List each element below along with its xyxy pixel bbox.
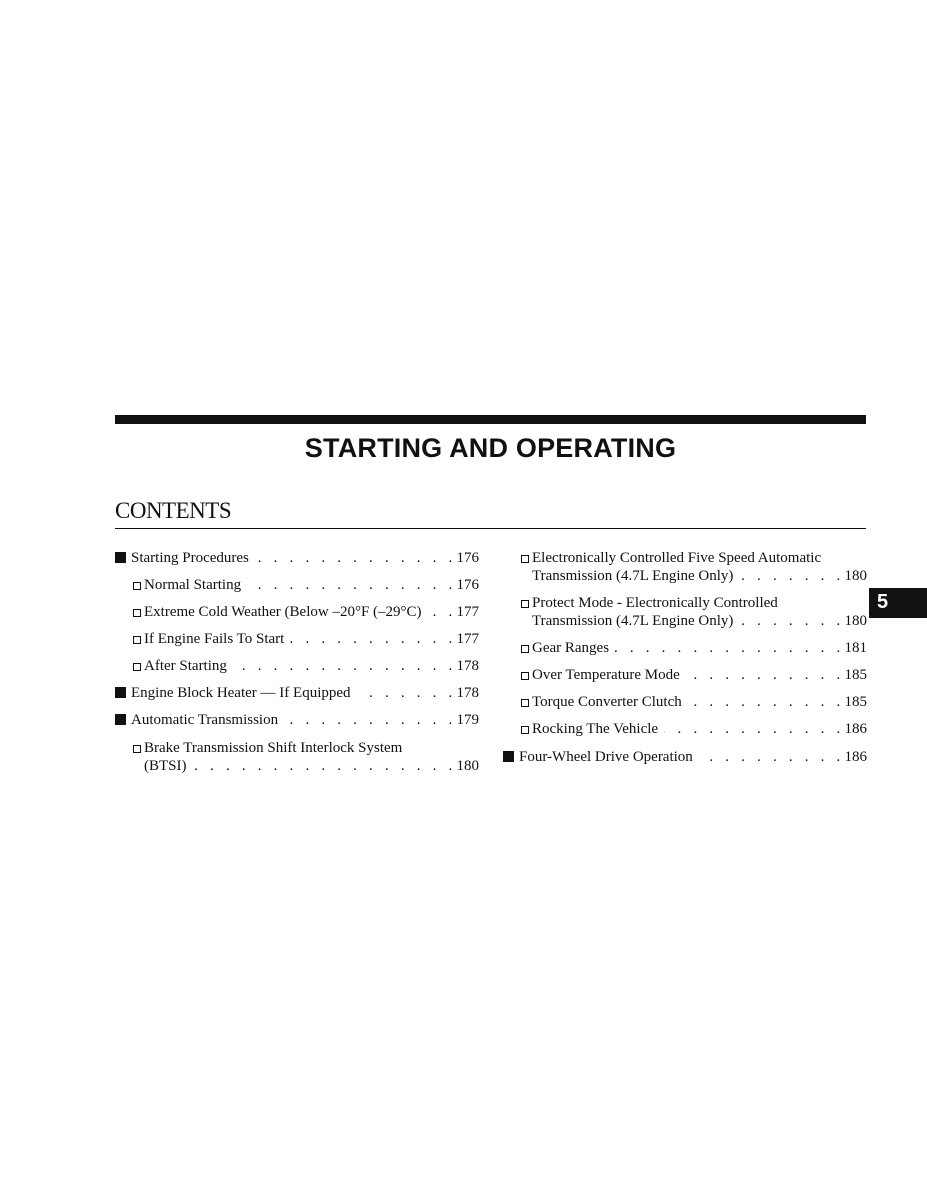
contents-heading: CONTENTS	[115, 498, 232, 523]
toc-entry[interactable]	[115, 739, 479, 775]
hollow-square-bullet-icon	[132, 657, 144, 675]
toc-page-number: 176	[456, 577, 479, 593]
chapter-tab	[869, 588, 927, 618]
dot-leader	[233, 657, 457, 675]
toc-entry-title: Rocking The Vehicle	[532, 721, 659, 737]
hollow-square-bullet-icon	[132, 576, 144, 594]
toc-entry[interactable]	[503, 594, 867, 630]
toc-entry[interactable]	[115, 711, 479, 729]
hollow-square-bullet-icon	[132, 630, 144, 648]
chapter-title: STARTING AND OPERATING	[304, 433, 677, 463]
toc-page-number: 178	[456, 685, 479, 701]
toc-entry-title: Four-Wheel Drive Operation	[519, 749, 693, 765]
toc-entry-title: Transmission (4.7L Engine Only)	[532, 613, 734, 629]
dot-leader	[615, 639, 844, 657]
dot-leader	[247, 576, 456, 594]
filled-square-bullet-icon	[115, 549, 131, 567]
toc-entry[interactable]	[115, 603, 479, 621]
toc-entry[interactable]	[503, 693, 867, 711]
dot-leader	[664, 720, 844, 738]
toc-entry-title: Automatic Transmission	[131, 712, 279, 728]
chapter-top-rule	[115, 415, 866, 424]
toc-entry-title: (BTSI)	[144, 758, 187, 774]
toc-page-number: 185	[844, 667, 867, 683]
dot-leader	[428, 603, 457, 621]
hollow-square-bullet-icon	[520, 594, 532, 612]
hollow-square-bullet-icon	[132, 603, 144, 621]
toc-entry[interactable]	[503, 720, 867, 738]
dot-leader	[686, 666, 845, 684]
toc-entry-title: Transmission (4.7L Engine Only)	[532, 568, 734, 584]
filled-square-bullet-icon	[115, 684, 131, 702]
toc-entry[interactable]	[115, 657, 479, 675]
dot-leader	[284, 711, 456, 729]
toc-page-number: 181	[844, 640, 867, 656]
toc-entry-title: If Engine Fails To Start	[144, 631, 285, 647]
hollow-square-bullet-icon	[520, 666, 532, 684]
toc-page-number: 177	[456, 604, 479, 620]
toc-entry-title: Starting Procedures	[131, 550, 249, 566]
toc-entry[interactable]	[115, 549, 479, 567]
toc-page-number: 178	[456, 658, 479, 674]
hollow-square-bullet-icon	[520, 549, 532, 567]
hollow-square-bullet-icon	[520, 720, 532, 738]
toc-entry[interactable]	[503, 666, 867, 684]
filled-square-bullet-icon	[503, 748, 519, 766]
toc-page-number: 177	[456, 631, 479, 647]
dot-leader	[739, 612, 844, 630]
toc-entry[interactable]	[115, 630, 479, 648]
toc-entry-title: Brake Transmission Shift Interlock System	[144, 740, 403, 756]
toc-entry[interactable]	[115, 684, 479, 702]
toc-entry-title: Engine Block Heater — If Equipped	[131, 685, 351, 701]
toc-page-number: 176	[456, 550, 479, 566]
dot-leader	[739, 567, 844, 585]
dot-leader	[688, 693, 845, 711]
toc-page-number: 180	[456, 758, 479, 774]
dot-leader	[699, 748, 845, 766]
toc-page-number: 180	[844, 613, 867, 629]
toc-page-number: 186	[844, 749, 867, 765]
dot-leader	[357, 684, 457, 702]
chapter-tab-number: 5	[877, 591, 889, 613]
toc-entry[interactable]	[115, 576, 479, 594]
dot-leader	[290, 630, 456, 648]
toc-entry-title: Electronically Controlled Five Speed Automatic	[532, 550, 822, 566]
toc-entry-title: Over Temperature Mode	[532, 667, 680, 683]
dot-leader	[255, 549, 457, 567]
toc-entry[interactable]	[503, 748, 867, 766]
toc-entry-title: Torque Converter Clutch	[532, 694, 682, 710]
toc-entry[interactable]	[503, 549, 867, 585]
toc-entry-title: Extreme Cold Weather (Below –20°F (–29°C)	[144, 604, 422, 620]
hollow-square-bullet-icon	[520, 639, 532, 657]
contents-rule	[115, 528, 866, 529]
dot-leader	[193, 757, 457, 775]
toc-page-number: 180	[844, 568, 867, 584]
hollow-square-bullet-icon	[132, 739, 144, 757]
toc-entry-title: After Starting	[144, 658, 227, 674]
toc-entry[interactable]	[503, 639, 867, 657]
toc-page-number: 179	[456, 712, 479, 728]
hollow-square-bullet-icon	[520, 693, 532, 711]
toc-page-number: 185	[844, 694, 867, 710]
toc-page-number: 186	[844, 721, 867, 737]
toc-entry-title: Protect Mode - Electronically Controlled	[532, 595, 778, 611]
filled-square-bullet-icon	[115, 711, 131, 729]
toc-entry-title: Gear Ranges	[532, 640, 610, 656]
toc-entry-title: Normal Starting	[144, 577, 242, 593]
